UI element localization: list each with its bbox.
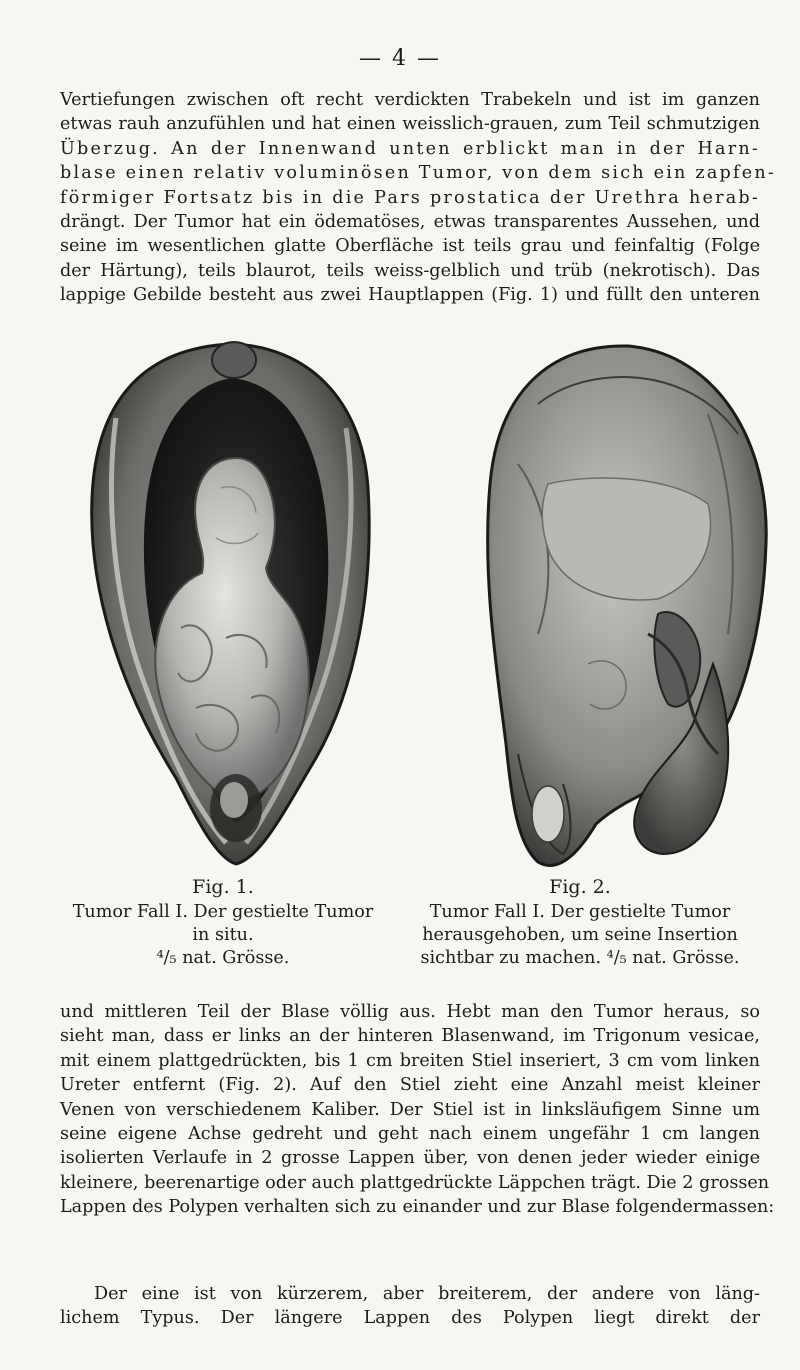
text-line: seine eigene Achse gedreht und geht nach einem ungefähr 1 cm langen (60, 1124, 760, 1145)
caption-line: herausgehoben, um seine Insertion (422, 925, 738, 945)
body-paragraph-bottom (60, 1000, 775, 1220)
text-line: etwas rauh anzufühlen und hat einen weisslich-grauen, zum Teil schmutzigen (60, 114, 760, 135)
text-line: seine im wesentlichen glatte Oberfläche ist teils grau und feinfaltig (Folge (60, 236, 760, 257)
caption-line: in situ. (192, 925, 254, 945)
body-paragraph-top (60, 88, 776, 308)
page-number: — 4 — (359, 46, 441, 71)
caption-line: ⁴/₅ nat. Grösse. (156, 948, 290, 968)
text-line: und mittleren Teil der Blase völlig aus. Hebt man den Tumor heraus, so (60, 1002, 760, 1022)
text-line: Überzug. An der Innenwand unten erblickt man in der Harn- (60, 138, 760, 159)
text-line: kleinere, beerenartige oder auch plattgedrückte Läppchen trägt. Die 2 grossen (60, 1172, 770, 1193)
text-line: Vertiefungen zwischen oft recht verdickten Trabekeln und ist im ganzen (60, 90, 760, 110)
text-line: Lappen des Polypen verhalten sich zu einander und zur Blase folgendermassen: (60, 1197, 775, 1218)
text-line: mit einem plattgedrückten, bis 1 cm breiten Stiel inseriert, 3 cm vom linken (60, 1050, 760, 1071)
text-line: Ureter entfernt (Fig. 2). Auf den Stiel zieht eine Anzahl meist kleiner (60, 1075, 760, 1096)
text-line: lichem Typus. Der längere Lappen des Polypen liegt direkt der (60, 1308, 760, 1329)
figure-1-caption (56, 876, 390, 970)
figure-2-caption (398, 876, 762, 970)
text-line: förmiger Fortsatz bis in die Pars prostatica der Urethra herab- (60, 187, 760, 208)
text-line: Venen von verschiedenem Kaliber. Der Stiel ist in linksläufigem Sinne um (60, 1099, 760, 1120)
body-paragraph-last (60, 1282, 760, 1331)
figure-1-number: Fig. 1. (192, 876, 254, 898)
caption-line: sichtbar zu machen. ⁴/₅ nat. Grösse. (420, 948, 740, 968)
text-line: blase einen relativ voluminösen Tumor, von dem sich ein zapfen- (60, 163, 776, 184)
figure-2-number: Fig. 2. (549, 876, 611, 898)
text-line: lappige Gebilde besteht aus zwei Hauptlappen (Fig. 1) und füllt den unteren (60, 285, 760, 306)
text-line: isolierten Verlaufe in 2 grosse Lappen über, von denen jeder wieder einige (60, 1148, 760, 1169)
figure-2-illustration (478, 334, 774, 876)
caption-line: Tumor Fall I. Der gestielte Tumor (72, 902, 374, 922)
figure-1-illustration (86, 338, 376, 868)
text-line: drängt. Der Tumor hat ein ödematöses, etwas transparentes Aussehen, und (60, 212, 760, 233)
text-line: sieht man, dass er links an der hinteren Blasenwand, im Trigonum vesicae, (60, 1026, 760, 1047)
text-line: Der eine ist von kürzerem, aber breiterem, der andere von läng- (94, 1284, 760, 1304)
caption-line: Tumor Fall I. Der gestielte Tumor (429, 902, 731, 922)
text-line: der Härtung), teils blaurot, teils weiss-gelblich und trüb (nekrotisch). Das (60, 260, 760, 281)
